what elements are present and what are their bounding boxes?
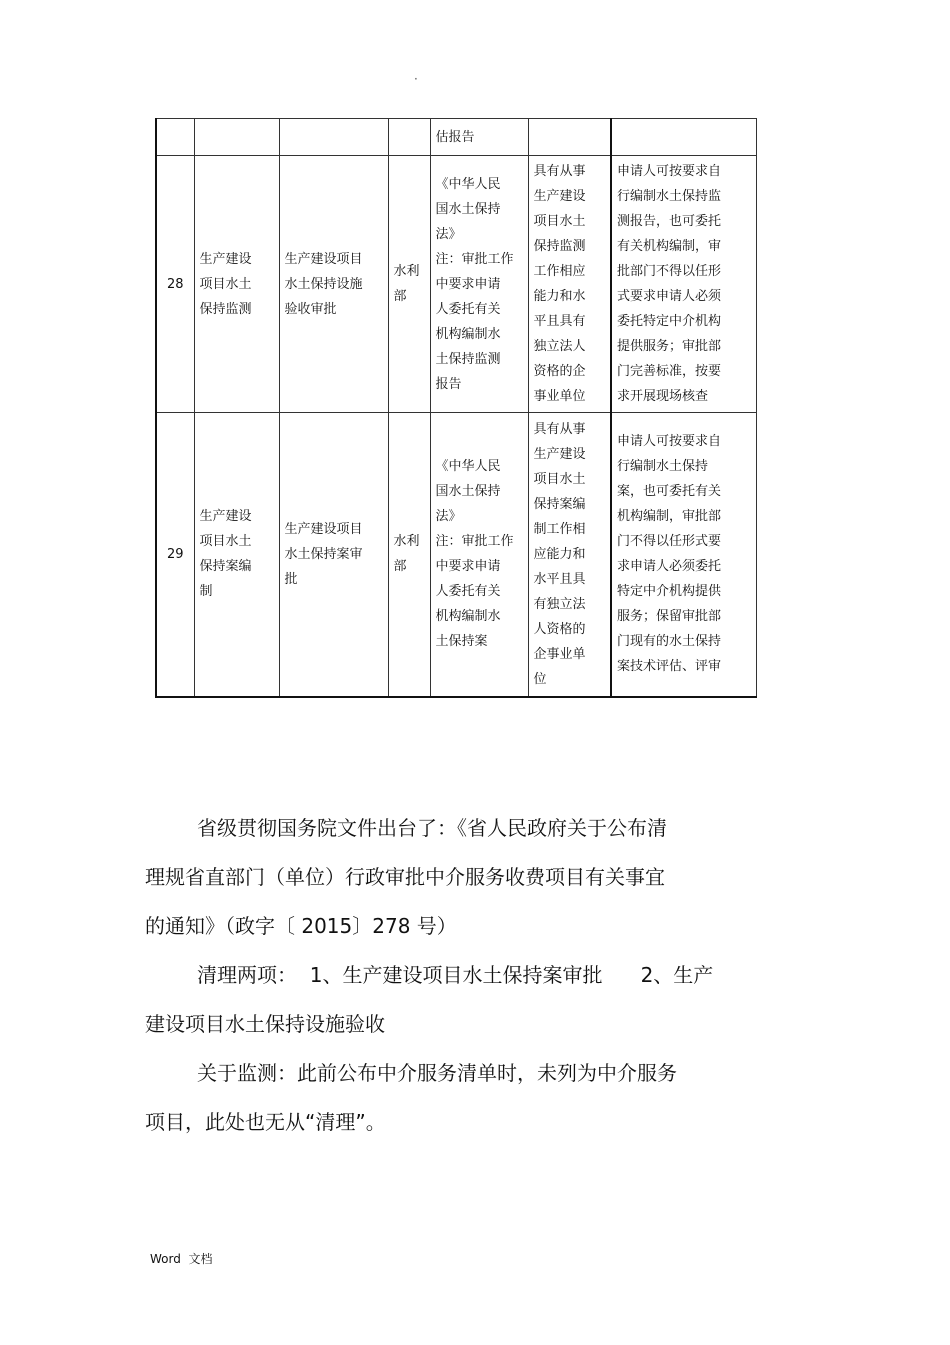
table-cell-dept: 水利 部 <box>388 156 430 413</box>
table-cell-item: 生产建设 项目水土 保持监测 <box>194 156 279 413</box>
body-text <box>145 804 805 1147</box>
paragraph-line: 清理两项： 1、生产建设项目水土保持案审批 2、生产 <box>197 963 714 987</box>
table-cell-item: 生产建设 项目水土 保持案编 制 <box>194 413 279 697</box>
page-footer: Word 文档 <box>150 1252 213 1266</box>
table-cell <box>388 119 430 156</box>
table-cell-requirement: 具有从事 生产建设 项目水土 保持监测 工作相应 能力和水 平且具有 独立法人 资格的企 事业单位 <box>528 156 611 413</box>
table-cell-number: 28 <box>156 156 194 413</box>
table-cell-handling: 申请人可按要求自 行编制水土保持 案，也可委托有关 机构编制，审批部 门不得以任形式要 求申请人必须委托 特定中介机构提供 服务；保留审批部 门现有的水土保持 案技术评估、评审 <box>611 413 756 697</box>
table-cell-requirement: 具有从事 生产建设 项目水土 保持案编 制工作相 应能力和 水平且具 有独立法 人资格的 企事业单 位 <box>528 413 611 697</box>
paragraph-line: 理规省直部门（单位）行政审批中介服务收费项目有关事宜 <box>145 865 665 889</box>
table-cell-basis: 《中华人民 国水土保持 法》 注：审批工作 中要求申请 人委托有关 机构编制水 土保持案 <box>430 413 528 697</box>
table-cell-basis: 估报告 <box>430 119 528 156</box>
table-cell-basis: 《中华人民 国水土保持 法》 注：审批工作 中要求申请 人委托有关 机构编制水 土保持监测 报告 <box>430 156 528 413</box>
table-cell-number: 29 <box>156 413 194 697</box>
table-cell-handling: 申请人可按要求自 行编制水土保持监 测报告，也可委托 有关机构编制，审 批部门不得以任形 式要求申请人必须 委托特定中介机构 提供服务；审批部 门完善标准，按要 求开展现场核查 <box>611 156 756 413</box>
table-cell <box>611 119 756 156</box>
top-mark: · <box>414 72 418 86</box>
table-cell-approval: 生产建设项目 水土保持案审 批 <box>279 413 388 697</box>
table-row <box>156 413 756 697</box>
paragraph-line: 的通知》（政字〔 2015〕278 号） <box>145 914 457 938</box>
table-row <box>156 156 756 413</box>
table-cell <box>194 119 279 156</box>
table-cell <box>528 119 611 156</box>
table-cell <box>279 119 388 156</box>
table-cell <box>156 119 194 156</box>
paragraph-line: 关于监测：此前公布中介服务清单时，未列为中介服务 <box>197 1061 677 1085</box>
paragraph-line: 省级贯彻国务院文件出台了：《省人民政府关于公布清 <box>197 816 667 840</box>
table-row-continued <box>156 119 756 156</box>
paragraph-line: 项目，此处也无从“清理”。 <box>145 1110 386 1134</box>
paragraph-line: 建设项目水土保持设施验收 <box>145 1012 385 1036</box>
table-cell-approval: 生产建设项目 水土保持设施 验收审批 <box>279 156 388 413</box>
service-items-table <box>155 118 757 698</box>
table-cell-dept: 水利 部 <box>388 413 430 697</box>
